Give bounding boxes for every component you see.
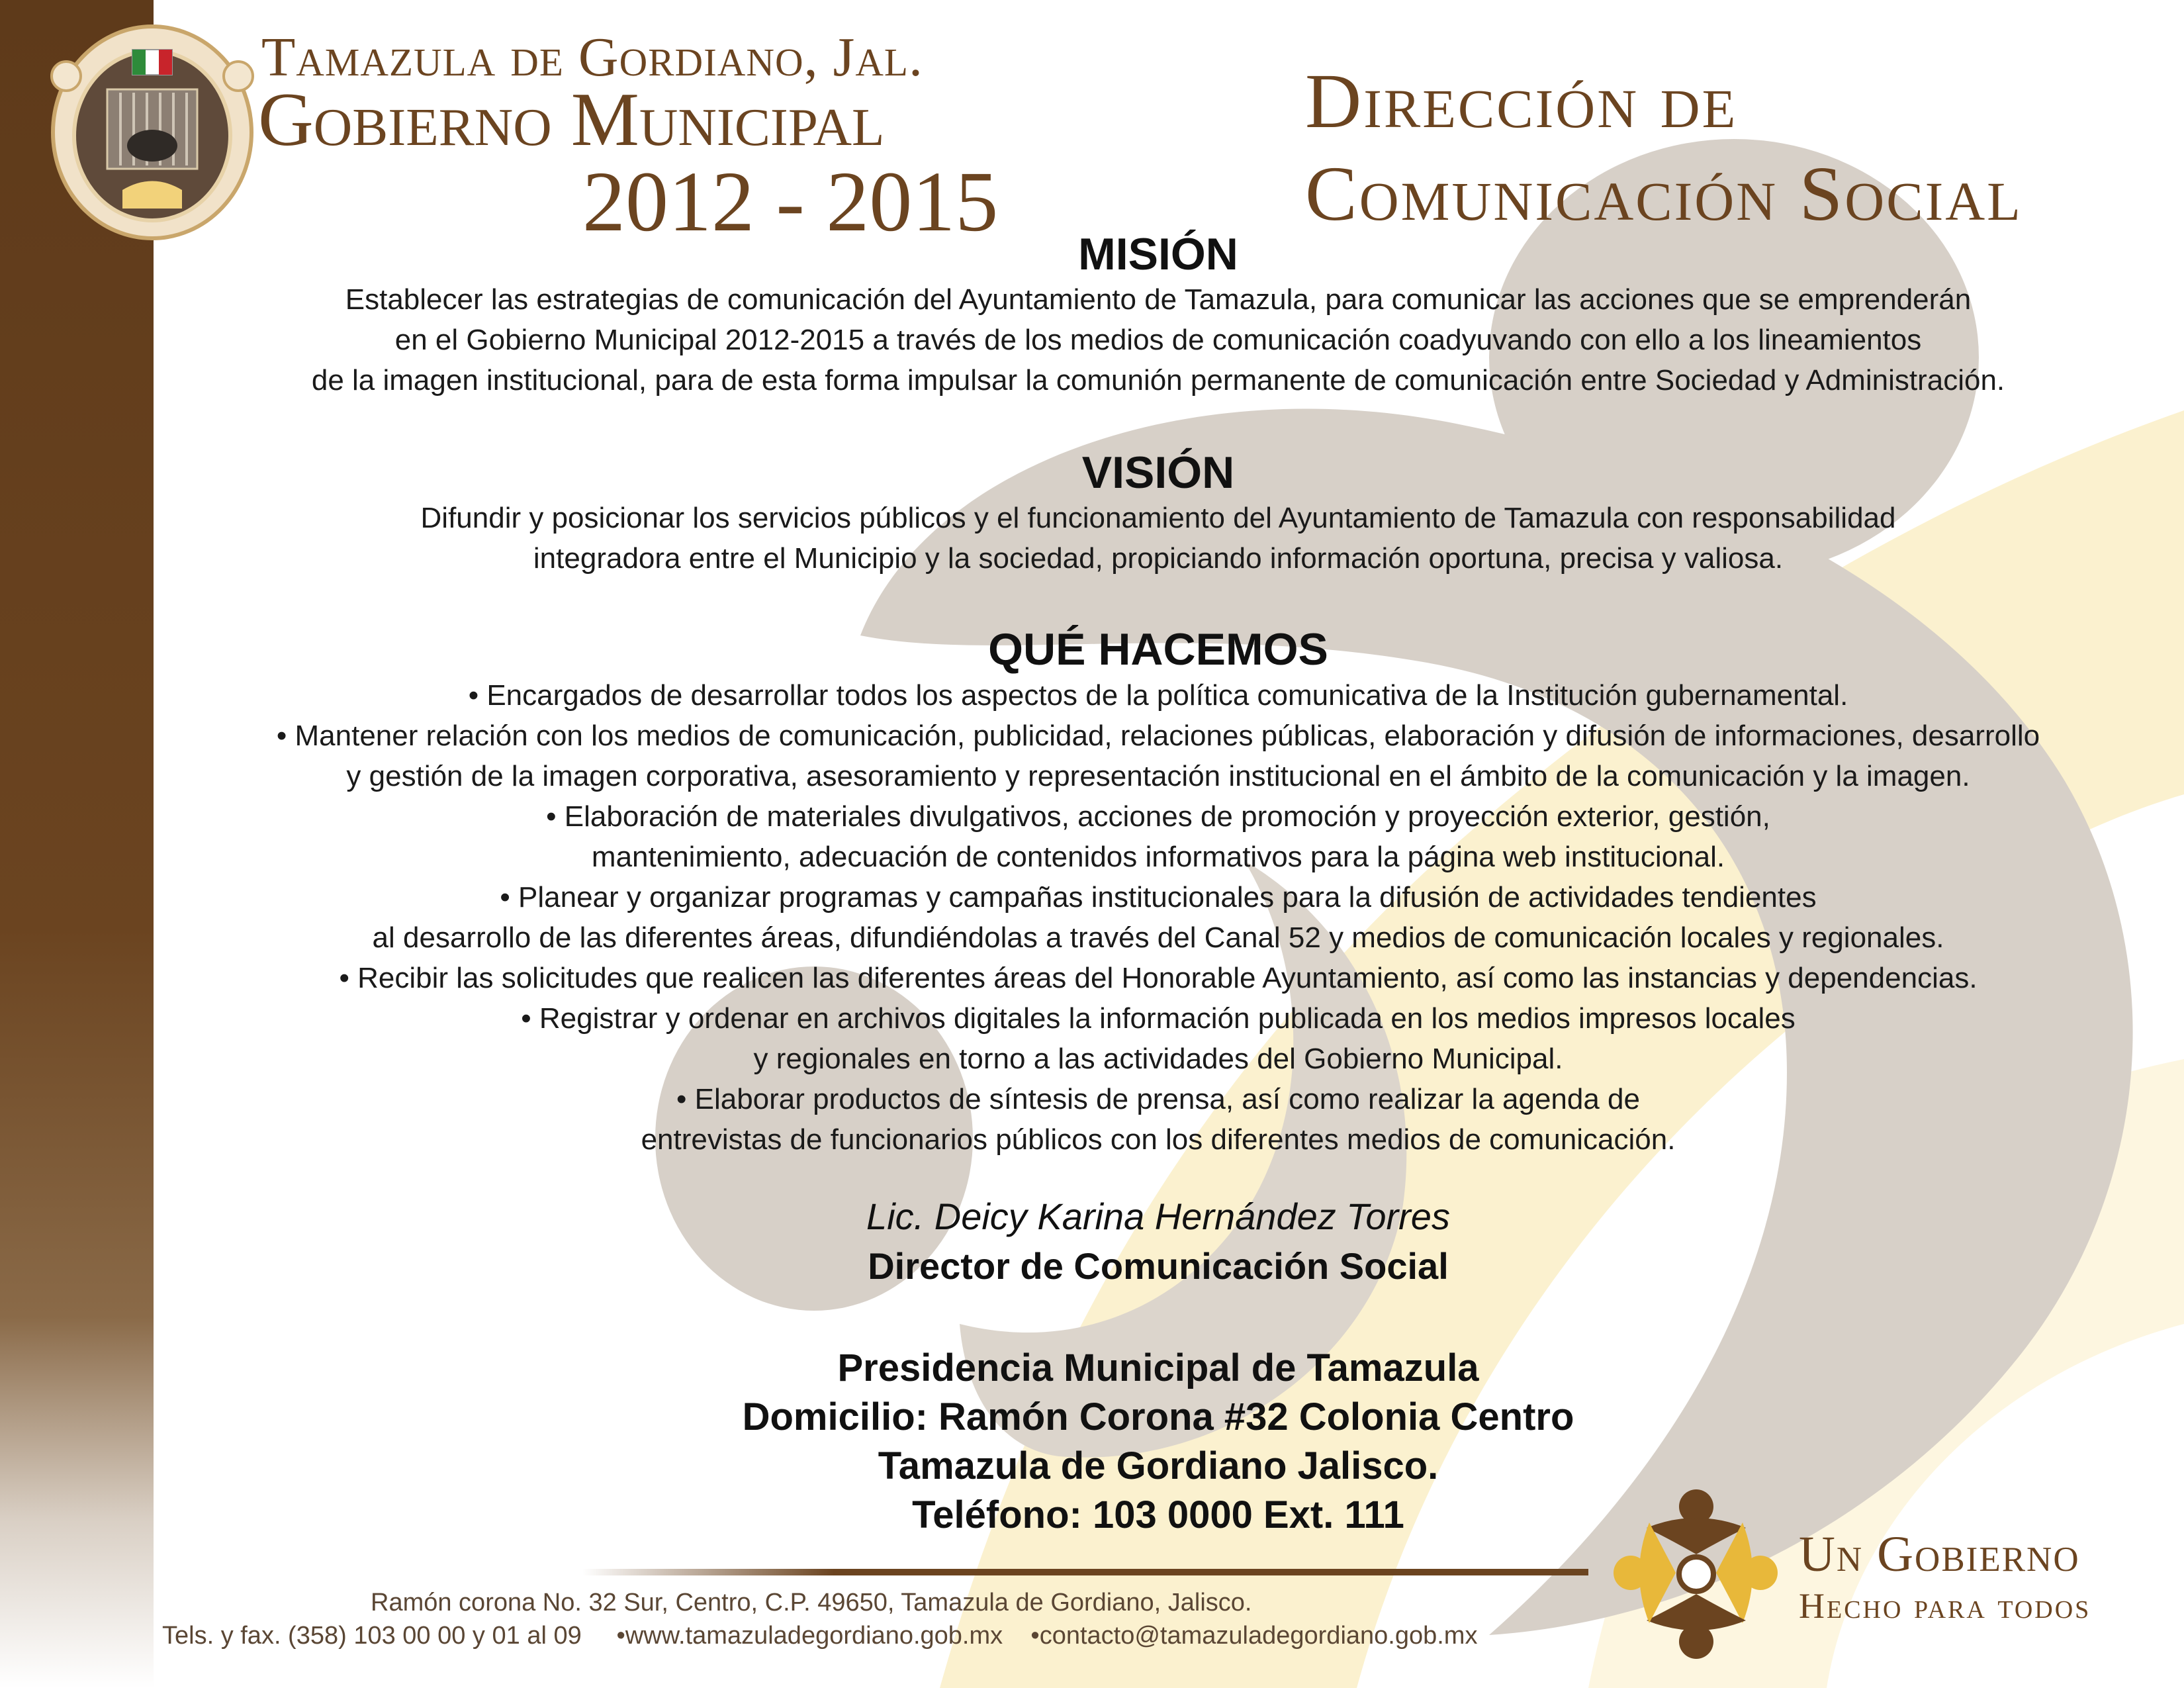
mision-line: Establecer las estrategias de comunicación del Ayuntamiento de Tamazula, para comunicar las acciones que se emprenderán — [345, 283, 1972, 316]
coat-of-arms-icon — [46, 17, 258, 242]
footer-address: Ramón corona No. 32 Sur, Centro, C.P. 49650, Tamazula de Gordiano, Jalisco. — [371, 1589, 1252, 1617]
government-title: Gobierno Municipal — [258, 77, 885, 162]
footer-phones: Tels. y fax. (358) 103 00 00 y 01 al 09 — [162, 1622, 582, 1650]
department-title-line1: Dirección de — [1305, 58, 1738, 144]
footer-email-link[interactable]: contacto@tamazuladegordiano.gob.mx — [1039, 1622, 1478, 1650]
list-item: al desarrollo de las diferentes áreas, difundiéndolas a través del Canal 52 y medios de comunicación locales y regionales. — [372, 921, 1944, 954]
list-item: entrevistas de funcionarios públicos con los diferentes medios de comunicación. — [641, 1123, 1676, 1156]
director-title: Director de Comunicación Social — [868, 1245, 1449, 1287]
vision-line: Difundir y posicionar los servicios públicos y el funcionamiento del Ayuntamiento de Tamazula con responsabilidad — [420, 502, 1896, 534]
vision-text — [154, 498, 2163, 579]
footer-bullet: • — [1009, 1622, 1040, 1650]
list-item: • Registrar y ordenar en archivos digitales la información publicada en los medios impresos locales — [521, 1002, 1796, 1035]
mision-text — [154, 279, 2163, 400]
que-hacemos-heading: QUÉ HACEMOS — [988, 624, 1328, 675]
list-item: • Elaboración de materiales divulgativos, acciones de promoción y proyección exterior, gestión, — [546, 800, 1770, 833]
list-item: • Encargados de desarrollar todos los aspectos de la política comunicativa de la Institución gubernamental. — [468, 679, 1848, 712]
left-brown-sidebar — [0, 0, 154, 1688]
vision-heading: VISIÓN — [1081, 447, 1235, 498]
list-item: mantenimiento, adecuación de contenidos informativos para la página web institucional. — [591, 841, 1725, 873]
footer-bullet: • — [588, 1622, 625, 1650]
mision-line: de la imagen institucional, para de esta forma impulsar la comunión permanente de comunicación entre Sociedad y Administración. — [311, 364, 2005, 397]
list-item: • Mantener relación con los medios de comunicación, publicidad, relaciones públicas, elaboración y difusión de informaciones, desarrollo — [276, 720, 2040, 752]
list-item: • Recibir las solicitudes que realicen las diferentes áreas del Honorable Ayuntamiento, así como las instancias y dependencias. — [339, 962, 1978, 994]
director-name: Lic. Deicy Karina Hernández Torres — [866, 1196, 1450, 1237]
contact-line: Presidencia Municipal de Tamazula — [837, 1346, 1479, 1389]
contact-line: Domicilio: Ramón Corona #32 Colonia Centro — [742, 1395, 1574, 1438]
town-name: Tamazula de Gordiano, Jal. — [261, 26, 923, 88]
slogan-line2: Hecho para todos — [1799, 1586, 2091, 1626]
list-item: • Planear y organizar programas y campañas institucionales para la difusión de actividades tendientes — [500, 881, 1817, 914]
vision-line: integradora entre el Municipio y la sociedad, propiciando información oportuna, precisa y valiosa. — [533, 542, 1784, 575]
un-gobierno-logo-icon — [1607, 1481, 1786, 1667]
contact-line: Tamazula de Gordiano Jalisco. — [878, 1444, 1439, 1487]
list-item: y regionales en torno a las actividades del Gobierno Municipal. — [753, 1043, 1563, 1075]
list-item: y gestión de la imagen corporativa, asesoramiento y representación institucional en el ámbito de la comunicación y la imagen. — [346, 760, 1970, 792]
contact-line: Teléfono: 103 0000 Ext. 111 — [912, 1493, 1404, 1536]
mision-heading: MISIÓN — [1078, 229, 1238, 279]
mision-line: en el Gobierno Municipal 2012-2015 a través de los medios de comunicación coadyuvando con ello a los lineamientos — [394, 324, 1922, 356]
footer-divider — [582, 1569, 1588, 1575]
footer-website-link[interactable]: www.tamazuladegordiano.gob.mx — [625, 1622, 1003, 1650]
slogan-line1: Un Gobierno — [1799, 1526, 2080, 1582]
department-title-line2: Comunicación Social — [1305, 150, 2023, 237]
list-item: • Elaborar productos de síntesis de prensa, así como realizar la agenda de — [676, 1083, 1641, 1115]
footer-contact — [162, 1622, 1477, 1650]
administration-years: 2012 - 2015 — [582, 154, 999, 250]
que-hacemos-list — [154, 675, 2163, 1160]
contact-block — [154, 1344, 2163, 1540]
